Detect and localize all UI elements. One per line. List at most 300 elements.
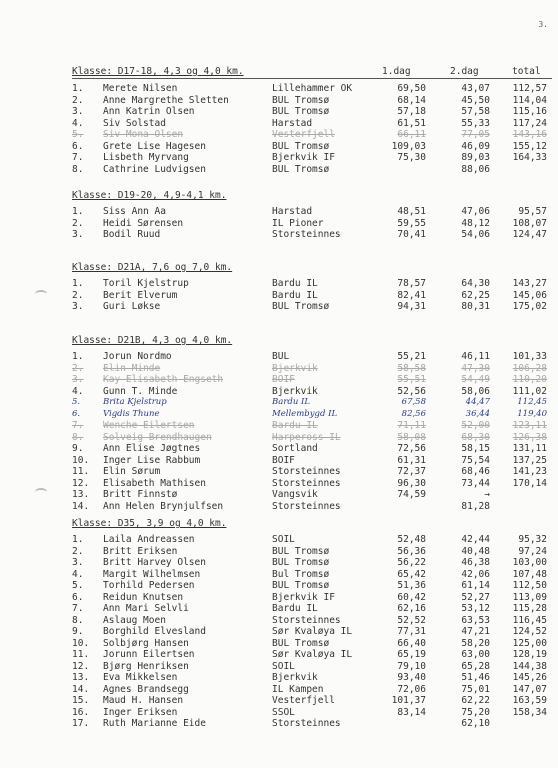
club-name: Harstad (272, 206, 313, 217)
place-number: 14. (72, 683, 90, 695)
place-number: 4. (72, 385, 84, 397)
total-time: 175,02 (512, 301, 547, 312)
total-time: 170,14 (512, 477, 547, 489)
club-name: BUL Tromsø (272, 557, 330, 568)
place-number: 2. (72, 362, 84, 374)
result-row (0, 501, 558, 513)
athlete-name: Margit Wilhelmsen (103, 568, 201, 580)
day1-time: 72,06 (397, 683, 426, 695)
place-number: 9. (72, 443, 84, 454)
total-time: 95,57 (518, 206, 547, 217)
day1-time: 65,19 (397, 649, 426, 660)
total-time: 101,33 (512, 351, 547, 362)
day1-time: 96,30 (397, 477, 426, 489)
club-name: Harpeross IL (272, 431, 341, 443)
table-header (72, 66, 552, 78)
total-time: 112,50 (512, 580, 547, 591)
day1-time: 58,08 (397, 431, 426, 443)
athlete-name: Elisabeth Mathisen (103, 477, 206, 489)
athlete-name: Inger Lise Rabbum (103, 454, 201, 466)
place-number: 11. (72, 649, 90, 660)
day2-time: 47,21 (461, 626, 490, 637)
place-number: 10. (72, 454, 90, 466)
day2-time: 51,46 (461, 672, 490, 683)
club-name: Bjerkvik (272, 362, 318, 374)
club-name: Sør Kvaløya IL (272, 649, 353, 660)
total-time: 128,19 (512, 649, 547, 660)
club-name: Storsteinnes (272, 500, 341, 512)
club-name: Bardu IL (272, 397, 310, 407)
day2-time: 68,30 (461, 431, 490, 443)
athlete-name: Siv Mona Olsen (103, 129, 184, 140)
athlete-name: Bjørg Henriksen (103, 660, 189, 672)
club-name: IL Kampen (272, 683, 324, 695)
total-time: 116,45 (512, 614, 547, 626)
day2-time: 46,09 (461, 140, 490, 152)
place-number: 7. (72, 420, 84, 431)
place-number: 7. (72, 152, 84, 163)
athlete-name: Bodil Ruud (103, 229, 161, 240)
day1-time: 71,11 (397, 420, 426, 431)
result-row (0, 466, 558, 478)
result-row (0, 290, 558, 302)
club-name: Mellembygd IL (272, 408, 338, 419)
club-name: BUL Tromsø (272, 163, 330, 175)
athlete-name: Aslaug Moen (103, 614, 166, 626)
club-name: SOIL (272, 660, 295, 672)
day2-time: 42,44 (461, 534, 490, 545)
total-time: 113,09 (512, 591, 547, 603)
athlete-name: Britt Harvey Olsen (103, 557, 206, 568)
result-row (0, 455, 558, 467)
total-time: 125,00 (512, 637, 547, 649)
athlete-name: Maud H. Hansen (103, 695, 184, 706)
athlete-name: Ann Elise Jøgtnes (103, 443, 201, 454)
result-row (0, 569, 558, 581)
class-title: Klasse: D21B, 4,3 og 4,0 km. (72, 335, 233, 346)
day1-time: 69,50 (397, 83, 426, 94)
club-name: Storsteinnes (272, 718, 341, 729)
total-time: 111,02 (512, 385, 547, 397)
result-row (0, 603, 558, 615)
athlete-name: Vigdis Thune (103, 408, 160, 419)
total-time: 119,40 (517, 408, 547, 419)
total-time: 123,11 (512, 420, 547, 431)
day1-time: 61,51 (397, 117, 426, 129)
result-row (0, 351, 558, 363)
athlete-name: Solbjørg Hansen (103, 637, 189, 649)
club-name: Storsteinnes (272, 466, 341, 477)
class-title: Klasse: D35, 3,9 og 4,0 km. (72, 518, 227, 529)
day1-time: 60,42 (397, 591, 426, 603)
place-number: 5. (72, 397, 81, 407)
day2-time: 55,33 (461, 117, 490, 129)
day2-time: 58,06 (461, 385, 490, 397)
day2-time: 40,48 (461, 545, 490, 557)
result-row (0, 489, 558, 501)
total-time: 124,47 (512, 229, 547, 240)
result-row (0, 118, 558, 130)
day1-time: 67,58 (401, 397, 426, 407)
athlete-name: Kay Elisabeth Engseth (103, 374, 224, 385)
athlete-name: Ann Mari Selvli (103, 603, 189, 614)
day2-time: 58,20 (461, 637, 490, 649)
club-name: BUL Tromsø (272, 637, 330, 649)
place-number: 12. (72, 477, 90, 489)
results-list (0, 83, 558, 175)
day2-time: 75,54 (461, 454, 490, 466)
place-number: 1. (72, 278, 84, 289)
total-time: 108,07 (512, 217, 547, 229)
athlete-name: Elin Sørum (103, 466, 161, 477)
results-list (0, 206, 558, 241)
day2-time: 45,50 (461, 94, 490, 106)
day2-time: 63,53 (461, 614, 490, 626)
day1-time: 66,40 (397, 637, 426, 649)
column-header-total: total (512, 66, 541, 77)
club-name: Vesterfjell (272, 695, 335, 706)
total-time: 95,32 (518, 534, 547, 545)
total-time: 106,28 (512, 362, 547, 374)
place-number: 1. (72, 83, 84, 94)
place-number: 6. (72, 408, 81, 419)
athlete-name: Ann Katrin Olsen (103, 106, 195, 117)
result-row (0, 534, 558, 546)
athlete-name: Toril Kjelstrup (103, 278, 189, 289)
header-rule (72, 78, 552, 79)
club-name: Sortland (272, 443, 318, 454)
total-time: 114,04 (512, 94, 547, 106)
day1-time: 74,59 (397, 489, 426, 500)
day2-time: 53,12 (461, 603, 490, 614)
day1-time: 83,14 (397, 706, 426, 718)
club-name: Bardu IL (272, 603, 318, 614)
club-name: BUL Tromsø (272, 106, 330, 117)
day1-time: 77,31 (397, 626, 426, 637)
athlete-name: Gunn T. Minde (103, 385, 178, 397)
result-row (0, 420, 558, 432)
place-number: 8. (72, 431, 84, 443)
day2-time: 68,46 (461, 466, 490, 477)
result-row (0, 218, 558, 230)
result-row (0, 152, 558, 164)
day1-time: 72,37 (397, 466, 426, 477)
day2-time: 62,25 (461, 289, 490, 301)
club-name: BUL Tromsø (272, 580, 330, 591)
place-number: 5. (72, 129, 84, 140)
place-number: 3. (72, 301, 84, 312)
day2-time: 48,12 (461, 217, 490, 229)
place-number: 2. (72, 217, 84, 229)
athlete-name: Siv Solstad (103, 117, 166, 129)
day1-time: 59,55 (397, 217, 426, 229)
day1-time: 55,51 (397, 374, 426, 385)
day1-time: 56,36 (397, 545, 426, 557)
club-name: BUL Tromsø (272, 94, 330, 106)
result-row (0, 374, 558, 386)
athlete-name: Jorunn Eilertsen (103, 649, 195, 660)
day2-time: 58,15 (461, 443, 490, 454)
day2-time: 73,44 (461, 477, 490, 489)
club-name: Vangsvik (272, 489, 318, 500)
result-row (0, 229, 558, 241)
day2-time: 75,01 (461, 683, 490, 695)
athlete-name: Grete Lise Hagesen (103, 140, 206, 152)
athlete-name: Cathrine Ludvigsen (103, 163, 206, 175)
result-row (0, 106, 558, 118)
athlete-name: Brita Kjelstrup (103, 397, 167, 407)
day2-time: 54,06 (461, 229, 490, 240)
athlete-name: Lisbeth Myrvang (103, 152, 189, 163)
day2-time: 43,07 (461, 83, 490, 94)
day2-time: 61,14 (461, 580, 490, 591)
total-time: 158,34 (512, 706, 547, 718)
total-time: 107,48 (512, 568, 547, 580)
total-time: 144,38 (512, 660, 547, 672)
athlete-name: Merete Nilsen (103, 83, 178, 94)
place-number: 6. (72, 140, 84, 152)
athlete-name: Britt Finnstø (103, 489, 178, 500)
total-time: 117,24 (512, 117, 547, 129)
day2-time: 63,00 (461, 649, 490, 660)
total-time: 155,12 (512, 140, 547, 152)
result-row (0, 684, 558, 696)
athlete-name: Elin Minde (103, 362, 161, 374)
club-name: Storsteinnes (272, 614, 341, 626)
result-row (0, 363, 558, 375)
result-row (0, 206, 558, 218)
result-row (0, 432, 558, 444)
result-row (0, 301, 558, 313)
day1-time: 109,03 (391, 140, 426, 152)
club-name: Storsteinnes (272, 477, 341, 489)
day2-time: 75,20 (461, 706, 490, 718)
place-number: 7. (72, 603, 84, 614)
club-name: Bardu IL (272, 289, 318, 301)
place-number: 8. (72, 163, 84, 175)
total-time: 143,16 (512, 129, 547, 140)
result-row (0, 83, 558, 95)
athlete-name: Heidi Sørensen (103, 217, 184, 229)
result-row (0, 626, 558, 638)
day1-time: 52,56 (397, 385, 426, 397)
place-number: 1. (72, 534, 84, 545)
day1-time: 94,31 (397, 301, 426, 312)
athlete-name: Ruth Marianne Eide (103, 718, 206, 729)
club-name: Storsteinnes (272, 229, 341, 240)
club-name: Bardu IL (272, 420, 318, 431)
place-number: 9. (72, 626, 84, 637)
athlete-name: Britt Eriksen (103, 545, 178, 557)
result-row (0, 695, 558, 707)
total-time: 115,28 (512, 603, 547, 614)
results-list (0, 278, 558, 313)
club-name: IL Pioner (272, 217, 324, 229)
club-name: BOIF (272, 454, 295, 466)
club-name: BUL Tromsø (272, 301, 330, 312)
result-row (0, 557, 558, 569)
place-number: 1. (72, 206, 84, 217)
club-name: SOIL (272, 534, 295, 545)
athlete-name: Eva Mikkelsen (103, 672, 178, 683)
total-time: 124,52 (512, 626, 547, 637)
athlete-name: Laila Andreassen (103, 534, 195, 545)
day2-time: 65,28 (461, 660, 490, 672)
result-row (0, 672, 558, 684)
result-row (0, 478, 558, 490)
place-number: 14. (72, 500, 90, 512)
place-number: 2. (72, 289, 84, 301)
total-time: 110,20 (512, 374, 547, 385)
result-row (0, 661, 558, 673)
place-number: 4. (72, 117, 84, 129)
total-time: 112,45 (517, 397, 547, 407)
day2-time: 47,06 (461, 206, 490, 217)
place-number: 1. (72, 351, 84, 362)
day2-time: 54,49 (461, 374, 490, 385)
place-number: 4. (72, 568, 84, 580)
place-number: 16. (72, 706, 90, 718)
results-list (0, 351, 558, 512)
day2-time: 64,30 (461, 278, 490, 289)
day1-time: 52,48 (397, 534, 426, 545)
total-time: 97,24 (518, 545, 547, 557)
place-number: 10. (72, 637, 90, 649)
club-name: BUL (272, 351, 290, 362)
place-number: 12. (72, 660, 90, 672)
result-row (0, 707, 558, 719)
total-time: 141,23 (512, 466, 547, 477)
page-number: 3. (538, 20, 548, 29)
day1-time: 48,51 (397, 206, 426, 217)
place-number: 2. (72, 545, 84, 557)
total-time: 137,25 (512, 454, 547, 466)
result-row (0, 592, 558, 604)
athlete-name: Siss Ann Aa (103, 206, 166, 217)
result-row (0, 278, 558, 290)
place-number: 13. (72, 489, 90, 500)
day1-time: 52,52 (397, 614, 426, 626)
total-time: 126,38 (512, 431, 547, 443)
club-name: BUL Tromsø (272, 545, 330, 557)
athlete-name: Reidun Knutsen (103, 591, 184, 603)
day1-time: 101,37 (391, 695, 426, 706)
day1-time: 72,56 (397, 443, 426, 454)
athlete-name: Inger Eriksen (103, 706, 178, 718)
place-number: 3. (72, 557, 84, 568)
club-name: Harstad (272, 117, 313, 129)
day1-time: 57,18 (397, 106, 426, 117)
club-name: Bjerkvik IF (272, 591, 335, 603)
day1-time: 58,58 (397, 362, 426, 374)
day1-time: 65,42 (397, 568, 426, 580)
day2-time: 47,30 (461, 362, 490, 374)
day1-time: 68,14 (397, 94, 426, 106)
club-name: Lillehammer OK (272, 83, 353, 94)
column-header-day2: 2.dag (450, 66, 479, 77)
club-name: Vesterfjell (272, 129, 335, 140)
day1-time: 56,22 (397, 557, 426, 568)
result-row (0, 580, 558, 592)
total-time: 103,00 (512, 557, 547, 568)
athlete-name: Berit Elverum (103, 289, 178, 301)
athlete-name: Wenche Eilertsen (103, 420, 195, 431)
club-name: BOIF (272, 374, 295, 385)
day1-time: 51,36 (397, 580, 426, 591)
day1-time: 78,57 (397, 278, 426, 289)
athlete-name: Solveig Brendhaugen (103, 431, 212, 443)
total-time: 163,59 (512, 695, 547, 706)
athlete-name: Anne Margrethe Sletten (103, 94, 229, 106)
result-row (0, 443, 558, 455)
day2-time: 36,44 (465, 408, 490, 419)
day2-time: 88,06 (461, 163, 490, 175)
day1-time: 79,10 (397, 660, 426, 672)
total-time: 145,26 (512, 672, 547, 683)
place-number: 3. (72, 229, 84, 240)
result-row (0, 95, 558, 107)
day1-time: 61,31 (397, 454, 426, 466)
day2-time: 81,28 (461, 500, 490, 512)
club-name: Bjerkvik IF (272, 152, 335, 163)
athlete-name: Agnes Brandsegg (103, 683, 189, 695)
club-name: Bjerkvik (272, 385, 318, 397)
day2-time: → (484, 489, 490, 500)
class-title: Klasse: D19-20, 4,9-4,1 km. (72, 190, 227, 201)
day1-time: 82,56 (401, 408, 426, 419)
day2-time: 42,06 (461, 568, 490, 580)
result-row (0, 409, 558, 421)
result-row (0, 397, 558, 409)
place-number: 13. (72, 672, 90, 683)
total-time: 143,27 (512, 278, 547, 289)
result-row (0, 718, 558, 730)
results-list (0, 534, 558, 730)
place-number: 5. (72, 580, 84, 591)
place-number: 2. (72, 94, 84, 106)
day2-time: 46,11 (461, 351, 490, 362)
club-name: Bul Tromsø (272, 568, 330, 580)
place-number: 17. (72, 718, 90, 729)
result-row (0, 546, 558, 558)
result-row (0, 638, 558, 650)
total-time: 131,11 (512, 443, 547, 454)
place-number: 11. (72, 466, 90, 477)
club-name: Bardu IL (272, 278, 318, 289)
place-number: 3. (72, 106, 84, 117)
athlete-name: Borghild Elvesland (103, 626, 206, 637)
day2-time: 52,00 (461, 420, 490, 431)
day2-time: 77,05 (461, 129, 490, 140)
day2-time: 44,47 (465, 397, 490, 407)
club-name: Sør Kvaløya IL (272, 626, 353, 637)
result-row (0, 164, 558, 176)
day1-time: 62,16 (397, 603, 426, 614)
result-row (0, 386, 558, 398)
result-row (0, 129, 558, 141)
athlete-name: Jorun Nordmo (103, 351, 172, 362)
result-row (0, 649, 558, 661)
total-time: 145,06 (512, 289, 547, 301)
day2-time: 62,10 (461, 718, 490, 729)
club-name: Bjerkvik (272, 672, 318, 683)
day2-time: 46,38 (461, 557, 490, 568)
day1-time: 70,41 (397, 229, 426, 240)
total-time: 147,07 (512, 683, 547, 695)
day2-time: 80,31 (461, 301, 490, 312)
day2-time: 57,58 (461, 106, 490, 117)
day2-time: 62,22 (461, 695, 490, 706)
